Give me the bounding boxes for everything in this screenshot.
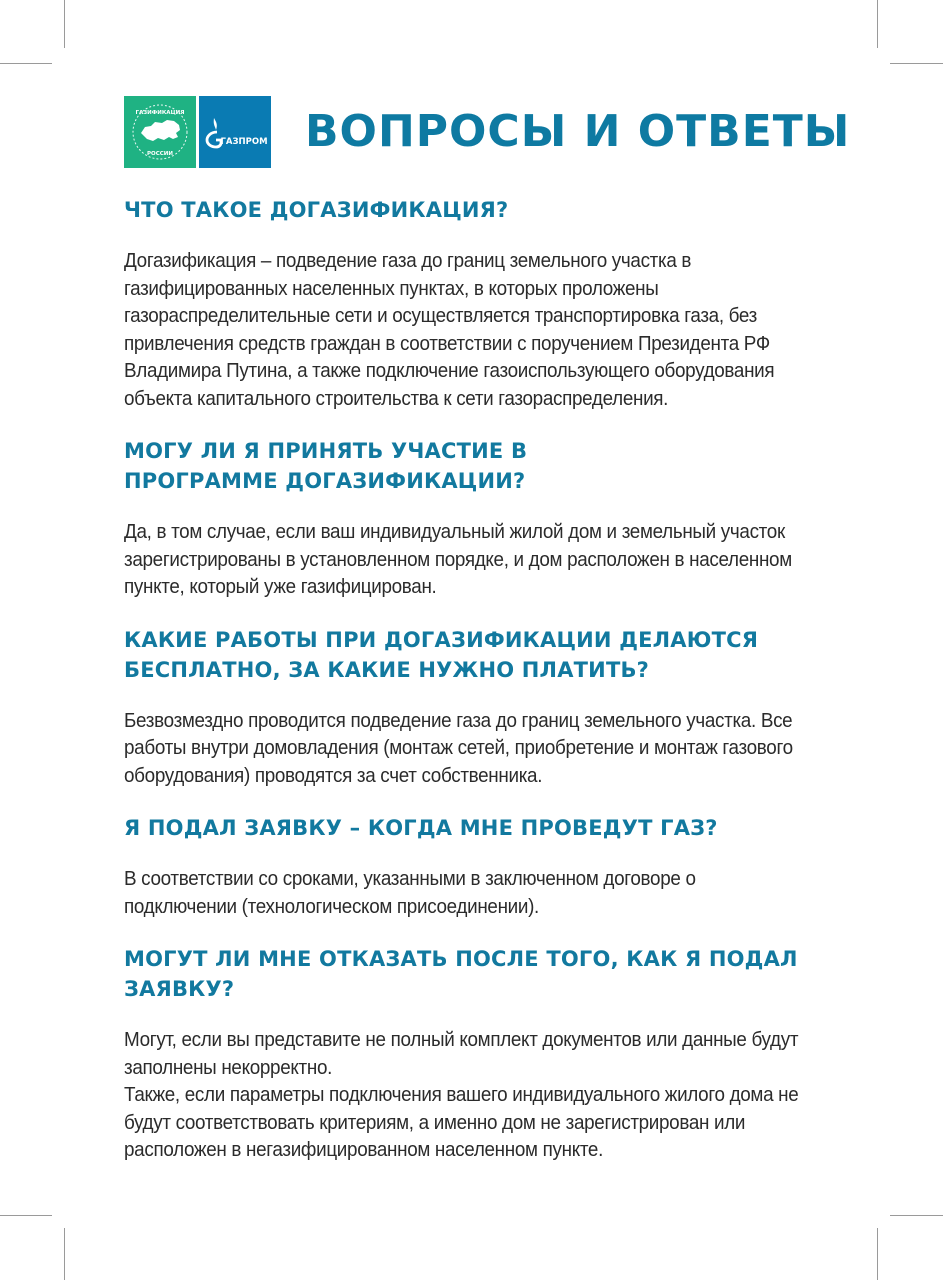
faq-question: МОГУ ЛИ Я ПРИНЯТЬ УЧАСТИЕ В ПРОГРАММЕ ДОГАЗИФИКАЦИИ?	[124, 439, 528, 493]
crop-mark	[877, 1228, 878, 1280]
faq-item	[124, 944, 814, 1164]
svg-text:РОССИИ: РОССИИ	[147, 151, 173, 157]
page-title: ВОПРОСЫ И ОТВЕТЫ	[305, 106, 851, 157]
gasification-of-russia-logo	[124, 96, 196, 168]
faq-answer-paragraph: Могут, если вы представите не полный комплект документов или данные будут заполнены некорректно.	[124, 1028, 799, 1079]
faq-answer	[124, 865, 809, 920]
faq-list	[124, 195, 814, 1164]
svg-text:ГАЗИФИКАЦИЯ: ГАЗИФИКАЦИЯ	[135, 110, 185, 116]
crop-mark	[0, 63, 52, 64]
crop-mark	[64, 1228, 65, 1280]
faq-item	[124, 436, 814, 601]
crop-mark	[877, 0, 878, 48]
faq-item	[124, 195, 814, 412]
faq-answer	[124, 707, 809, 790]
faq-question: КАКИЕ РАБОТЫ ПРИ ДОГАЗИФИКАЦИИ ДЕЛАЮТСЯ БЕСПЛАТНО, ЗА КАКИЕ НУЖНО ПЛАТИТЬ?	[124, 627, 759, 682]
faq-item	[124, 625, 814, 790]
faq-answer-paragraph: Да, в том случае, если ваш индивидуальный жилой дом и земельный участок зарегистрированы в установленном порядке, и дом расположен в населенном пункте, который уже газифицирован.	[124, 520, 792, 598]
faq-question: Я ПОДАЛ ЗАЯВКУ – КОГДА МНЕ ПРОВЕДУТ ГАЗ?	[124, 816, 718, 840]
header-logos	[124, 96, 271, 168]
faq-answer	[124, 1026, 809, 1164]
svg-text:ГАЗПРОМ: ГАЗПРОМ	[220, 137, 268, 147]
crop-mark	[890, 63, 943, 64]
crop-mark	[64, 0, 65, 48]
faq-answer-paragraph: В соответствии со сроками, указанными в заключенном договоре о подключении (технологическом присоединении).	[124, 867, 696, 918]
crop-mark	[890, 1215, 943, 1216]
russia-map-icon	[127, 99, 193, 165]
crop-mark	[0, 1215, 52, 1216]
faq-answer	[124, 247, 809, 412]
gazprom-logo	[199, 96, 271, 168]
faq-answer-paragraph: Безвозмездно проводится подведение газа до границ земельного участка. Все работы внутри домовладения (монтаж сетей, приобретение и монтаж газового оборудования) проводятся за счет собственника.	[124, 708, 793, 787]
faq-answer-paragraph: Также, если параметры подключения вашего индивидуального жилого дома не будут соответствовать критериям, а именно дом не зарегистрирован или расположен в негазифицированном населенном пункте.	[124, 1083, 799, 1161]
faq-answer-paragraph: Догазификация – подведение газа до границ земельного участка в газифицированных населенных пунктах, в которых проложены газораспределительные сети и осуществляется транспортировка газа, без привлечения средств граждан в соответствии с поручением Президента РФ Владимира Путина, а также подключение газоиспользующего оборудования объекта капитального строительства к сети газораспределения.	[124, 249, 775, 410]
faq-answer	[124, 518, 809, 601]
faq-question: МОГУТ ЛИ МНЕ ОТКАЗАТЬ ПОСЛЕ ТОГО, КАК Я ПОДАЛ ЗАЯВКУ?	[124, 947, 798, 1001]
faq-question: ЧТО ТАКОЕ ДОГАЗИФИКАЦИЯ?	[124, 198, 509, 222]
gazprom-flame-icon	[202, 112, 268, 152]
faq-item	[124, 813, 814, 920]
